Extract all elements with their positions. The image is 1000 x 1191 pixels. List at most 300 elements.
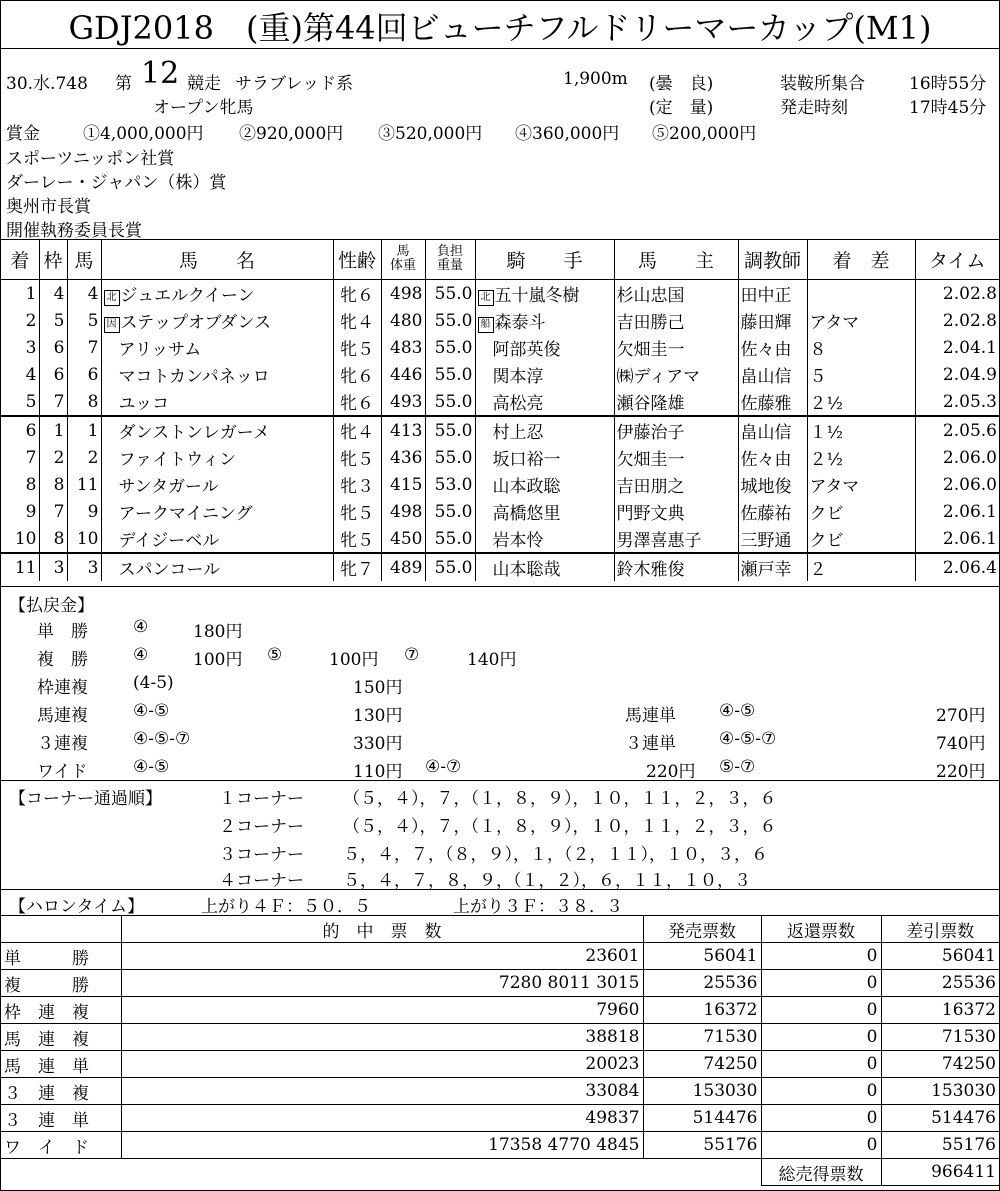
cell-jockey: 高橋悠里 (475, 498, 614, 525)
cell-frame: 6 (39, 361, 67, 388)
votes-row (1, 943, 999, 970)
corner-4-order: ５，４，７，８，９，（１，２），６，１１，１０，３ (343, 871, 751, 891)
breed: サラブレッド系 (235, 74, 354, 94)
race-number: 12 (141, 56, 180, 91)
result-row (1, 525, 999, 553)
cell-jockey: 北 五十嵐冬樹 (475, 280, 614, 308)
cell-frame: 8 (39, 471, 67, 498)
cell-jockey: 村上忍 (475, 416, 614, 444)
umaren-label: 馬連複 (37, 706, 88, 726)
cell-rank: 5 (25, 391, 37, 412)
col-trainer: 調教師 (738, 239, 807, 280)
cell-sexage: 牝６ (333, 361, 381, 388)
cell-frame: 5 (39, 307, 67, 334)
votes-cell-net: 153030 (881, 1078, 999, 1105)
name-mark (104, 367, 118, 381)
col-frame: 枠 (39, 239, 67, 280)
jockey-mark (478, 367, 492, 381)
award-1: スポーツニッポン社賞 (6, 149, 175, 169)
cell-margin: クビ (807, 525, 915, 553)
cell-burden: 55.0 (425, 498, 475, 525)
cell-name: ユッコ (101, 388, 333, 416)
result-row (1, 307, 999, 334)
votes-col-net: 差引票数 (881, 916, 999, 943)
prize-3: ③520,000円 (378, 124, 483, 144)
cell-sexage: 牝４ (333, 307, 381, 334)
votes-cell-sold: 74250 (643, 1051, 761, 1078)
cell-time: 2.06.1 (915, 525, 999, 553)
cell-time: 2.06.4 (915, 553, 999, 581)
cell-time: 2.06.1 (915, 498, 999, 525)
cell-rank: 8 (25, 474, 37, 495)
cell-jockey: 山本聡哉 (475, 553, 614, 581)
cell-trainer: 畠山信 (738, 416, 807, 444)
corner-1-order: （５，４），７，（１，８，９），１０，１１，２，３，６ (343, 789, 777, 809)
cell-burden: 55.0 (425, 307, 475, 334)
votes-cell-sold: 55176 (643, 1132, 761, 1159)
votes-cell-type: 単 勝 (1, 943, 121, 970)
result-row (1, 280, 999, 308)
prize-5: ⑤200,000円 (652, 124, 757, 144)
votes-table (1, 915, 999, 1186)
name-mark (104, 504, 118, 518)
votes-cell-sold: 514476 (643, 1105, 761, 1132)
award-4: 開催執務委員長賞 (6, 221, 142, 241)
cell-num: 6 (67, 361, 101, 388)
fukusho-amount-2: 100円 (329, 650, 379, 670)
cell-num: 8 (67, 388, 101, 416)
votes-cell-net: 71530 (881, 1024, 999, 1051)
prize-label: 賞金 (6, 124, 40, 144)
votes-col-sold: 発売票数 (643, 916, 761, 943)
wide-amount-2: 220円 (646, 762, 696, 782)
cell-burden: 55.0 (425, 361, 475, 388)
corner-2-order: （５，４），７，（１，８，９），１０，１１，２，３，６ (343, 817, 777, 837)
jockey-mark: 北 (478, 290, 494, 306)
votes-cell-type: ３ 連 単 (1, 1105, 121, 1132)
cell-num: 11 (67, 471, 101, 498)
fukusho-amount-1: 100円 (193, 650, 243, 670)
votes-cell-type: 馬 連 単 (1, 1051, 121, 1078)
votes-cell-net: 25536 (881, 970, 999, 997)
votes-row (1, 1051, 999, 1078)
cell-burden: 55.0 (425, 388, 475, 416)
prize-4: ④360,000円 (515, 124, 620, 144)
col-jockey: 騎 手 (475, 239, 614, 280)
wide-combo-1: ④-⑤ (133, 757, 170, 777)
votes-cell-type: ３ 連 複 (1, 1078, 121, 1105)
jockey-mark (478, 477, 492, 491)
cell-num: 9 (67, 498, 101, 525)
cell-burden: 55.0 (425, 280, 475, 308)
cell-margin: ２½ (807, 444, 915, 471)
cell-trainer: 佐々由 (738, 334, 807, 361)
votes-total: 966411 (881, 1159, 999, 1186)
votes-cell-hit: 20023 (121, 1051, 643, 1078)
award-2: ダーレー・ジャパン（株）賞 (6, 173, 227, 193)
cell-owner: 鈴木雅俊 (614, 553, 738, 581)
result-row (1, 388, 999, 416)
votes-cell-sold: 153030 (643, 1078, 761, 1105)
cell-jockey: 山本政聡 (475, 471, 614, 498)
cell-margin: アタマ (807, 471, 915, 498)
cell-name: 北 ジュエルクイーン (101, 280, 333, 308)
corner-2-name: ２コーナー (219, 817, 304, 837)
cell-rank: 11 (1, 553, 39, 581)
cell-sexage: 牝４ (333, 416, 381, 444)
cell-time: 2.02.8 (915, 280, 999, 308)
weight-rule: (定 量) (649, 98, 714, 118)
votes-row (1, 997, 999, 1024)
votes-cell-type: ワ イ ド (1, 1132, 121, 1159)
cell-sexage: 牝５ (333, 525, 381, 553)
votes-cell-type: 枠 連 複 (1, 997, 121, 1024)
umaren-amount: 130円 (353, 706, 403, 726)
jockey-mark (478, 340, 492, 354)
cell-margin (807, 280, 915, 308)
tansho-combo: ④ (133, 617, 149, 637)
col-owner: 馬 主 (614, 239, 738, 280)
votes-cell-sold: 25536 (643, 970, 761, 997)
cell-margin: ５ (807, 361, 915, 388)
wakuren-label: 枠連複 (37, 678, 88, 698)
cell-rank: 6 (1, 416, 39, 444)
cell-owner: 伊藤治子 (614, 416, 738, 444)
cell-jockey: 阿部英俊 (475, 334, 614, 361)
wide-amount-3: 220円 (936, 762, 986, 782)
name-mark: 北 (104, 290, 120, 306)
corner-3-order: ５，４，７，（８，９），１，（２，１１），１０，３，６ (343, 845, 768, 865)
umaren-combo: ④-⑤ (133, 701, 170, 721)
votes-cell-net: 56041 (881, 943, 999, 970)
result-row (1, 498, 999, 525)
race-title: GDJ2018 (重)第44回ビューチフルドリーマーカップ(M1) (68, 9, 932, 47)
cell-sexage: 牝６ (333, 388, 381, 416)
cell-trainer: 佐々由 (738, 444, 807, 471)
votes-row (1, 1078, 999, 1105)
cell-name: マコトカンパネッロ (101, 361, 333, 388)
race-class: オープン牝馬 (153, 98, 254, 118)
start-time: 17時45分 (909, 98, 987, 118)
votes-row (1, 970, 999, 997)
cell-rank: 4 (25, 364, 37, 385)
cell-frame: 6 (39, 334, 67, 361)
race-suffix: 競走 (187, 74, 221, 94)
cell-weight: 483 (381, 334, 425, 361)
votes-cell-hit: 7280 8011 3015 (121, 970, 643, 997)
votes-col-hit: 的 中 票 数 (121, 916, 643, 943)
cell-frame: 8 (39, 525, 67, 553)
sanrenpuku-amount: 330円 (353, 734, 403, 754)
halon-3f: 上がり３Ｆ：３８．３ (453, 897, 623, 917)
umatan-label: 馬連単 (625, 706, 676, 726)
wakuren-combo: (4-5) (133, 673, 174, 693)
jockey-mark (478, 560, 492, 574)
cell-burden: 55.0 (425, 525, 475, 553)
jockey-mark (478, 394, 492, 408)
cell-sexage: 牝５ (333, 498, 381, 525)
cell-margin: ８ (807, 334, 915, 361)
cell-margin: クビ (807, 498, 915, 525)
name-mark (104, 531, 118, 545)
cell-burden: 55.0 (425, 444, 475, 471)
cell-sexage: 牝５ (333, 444, 381, 471)
votes-cell-hit: 33084 (121, 1078, 643, 1105)
cell-burden: 53.0 (425, 471, 475, 498)
votes-row (1, 1132, 999, 1159)
name-mark (104, 560, 118, 574)
cell-time: 2.05.3 (915, 388, 999, 416)
prize-2: ②920,000円 (239, 124, 344, 144)
cell-burden: 55.0 (425, 553, 475, 581)
cell-time: 2.06.0 (915, 471, 999, 498)
cell-trainer: 三野通 (738, 525, 807, 553)
cell-jockey: 岩本怜 (475, 525, 614, 553)
results-table (1, 239, 999, 581)
name-mark: 因 (104, 317, 120, 333)
cell-trainer: 瀬戸幸 (738, 553, 807, 581)
votes-cell-net: 74250 (881, 1051, 999, 1078)
jockey-mark (478, 450, 492, 464)
cell-owner: 吉田朋之 (614, 471, 738, 498)
fukusho-label: 複 勝 (37, 650, 88, 670)
cell-jockey: 船 森泰斗 (475, 307, 614, 334)
cell-trainer: 畠山信 (738, 361, 807, 388)
corner-3-name: ３コーナー (219, 845, 304, 865)
cell-num: 4 (67, 280, 101, 308)
assembly-label: 装鞍所集合 (780, 74, 865, 94)
cell-num: 3 (67, 553, 101, 581)
cell-frame: 1 (39, 416, 67, 444)
result-row (1, 334, 999, 361)
cell-trainer: 藤田輝 (738, 307, 807, 334)
corner-label: 【コーナー通過順】 (9, 789, 162, 809)
cell-name: 因 ステップオブダンス (101, 307, 333, 334)
cell-time: 2.05.6 (915, 416, 999, 444)
cell-frame: 4 (39, 280, 67, 308)
votes-cell-net: 16372 (881, 997, 999, 1024)
sanrenpuku-label: ３連複 (37, 734, 88, 754)
cell-sexage: 牝７ (333, 553, 381, 581)
col-sexage: 性齢 (333, 239, 381, 280)
votes-cell-hit: 38818 (121, 1024, 643, 1051)
votes-cell-hit: 49837 (121, 1105, 643, 1132)
cell-weight: 498 (381, 280, 425, 308)
cell-rank: 7 (25, 447, 37, 468)
prize-1: ①4,000,000円 (83, 124, 204, 144)
name-mark (104, 450, 118, 464)
cell-owner: 門野文典 (614, 498, 738, 525)
col-num: 馬 (67, 239, 101, 280)
tansho-amount: 180円 (193, 622, 243, 642)
weather-track: (曇 良) (649, 74, 714, 94)
votes-total-label: 総売得票数 (761, 1159, 881, 1186)
cell-rank: 3 (25, 337, 37, 358)
cell-trainer: 田中正 (738, 280, 807, 308)
cell-weight: 415 (381, 471, 425, 498)
cell-trainer: 佐藤祐 (738, 498, 807, 525)
cell-name: ファイトウィン (101, 444, 333, 471)
votes-cell-refund: 0 (761, 1105, 881, 1132)
cell-num: 1 (67, 416, 101, 444)
col-name: 馬 名 (101, 239, 333, 280)
cell-time: 2.04.9 (915, 361, 999, 388)
halon-label: 【ハロンタイム】 (9, 897, 144, 917)
result-row (1, 444, 999, 471)
cell-time: 2.02.8 (915, 307, 999, 334)
cell-num: 7 (67, 334, 101, 361)
wide-amount-1: 110円 (353, 762, 403, 782)
result-row (1, 553, 999, 581)
col-burden: 負担 重量 (425, 239, 475, 280)
name-mark (104, 423, 118, 437)
cell-owner: 欠畑圭一 (614, 334, 738, 361)
result-row (1, 471, 999, 498)
cell-weight: 450 (381, 525, 425, 553)
col-rank: 着 (1, 239, 39, 280)
cell-rank: 10 (14, 528, 37, 549)
cell-rank: 2 (25, 310, 37, 331)
votes-cell-net: 514476 (881, 1105, 999, 1132)
votes-cell-refund: 0 (761, 1024, 881, 1051)
cell-margin: アタマ (807, 307, 915, 334)
col-time: タイム (915, 239, 999, 280)
wakuren-amount: 150円 (353, 678, 403, 698)
payout-label: 【払戻金】 (9, 596, 94, 616)
jockey-mark (478, 423, 492, 437)
cell-jockey: 高松亮 (475, 388, 614, 416)
votes-cell-refund: 0 (761, 997, 881, 1024)
cell-owner: 杉山忠国 (614, 280, 738, 308)
cell-weight: 413 (381, 416, 425, 444)
sanrentan-amount: 740円 (936, 734, 986, 754)
cell-name: スパンコール (101, 553, 333, 581)
cell-sexage: 牝５ (333, 334, 381, 361)
cell-name: アリッサム (101, 334, 333, 361)
cell-burden: 55.0 (425, 334, 475, 361)
cell-frame: 2 (39, 444, 67, 471)
cell-trainer: 佐藤雅 (738, 388, 807, 416)
jockey-mark (478, 504, 492, 518)
result-row (1, 361, 999, 388)
cell-weight: 489 (381, 553, 425, 581)
cell-margin: ２½ (807, 388, 915, 416)
cell-frame: 3 (39, 553, 67, 581)
votes-total-row (1, 1159, 999, 1186)
cell-owner: 欠畑圭一 (614, 444, 738, 471)
assembly-time: 16時55分 (909, 74, 987, 94)
votes-cell-sold: 16372 (643, 997, 761, 1024)
name-mark (104, 394, 118, 408)
votes-cell-hit: 17358 4770 4845 (121, 1132, 643, 1159)
cell-name: ダンストンレガーメ (101, 416, 333, 444)
votes-cell-sold: 71530 (643, 1024, 761, 1051)
distance: 1,900m (563, 69, 628, 89)
wide-label: ワイド (37, 762, 88, 782)
cell-name: サンタガール (101, 471, 333, 498)
votes-cell-hit: 23601 (121, 943, 643, 970)
sanrentan-label: ３連単 (625, 734, 676, 754)
halon-4f: 上がり４Ｆ：５０．５ (201, 897, 371, 917)
cell-frame: 7 (39, 498, 67, 525)
cell-burden: 55.0 (425, 416, 475, 444)
votes-cell-type: 馬 連 複 (1, 1024, 121, 1051)
tansho-label: 単 勝 (37, 622, 88, 642)
votes-col-refund: 返還票数 (761, 916, 881, 943)
cell-sexage: 牝６ (333, 280, 381, 308)
votes-row (1, 1024, 999, 1051)
cell-frame: 7 (39, 388, 67, 416)
award-3: 奥州市長賞 (6, 197, 91, 217)
votes-cell-refund: 0 (761, 1051, 881, 1078)
jockey-mark (478, 531, 492, 545)
votes-cell-type: 複 勝 (1, 970, 121, 997)
cell-num: 5 (67, 307, 101, 334)
race-prefix: 第 (115, 74, 132, 94)
cell-owner: ㈱ディアマ (614, 361, 738, 388)
start-label: 発走時刻 (780, 98, 848, 118)
fukusho-combo-1: ④ (133, 645, 149, 665)
votes-row (1, 1105, 999, 1132)
wide-combo-2: ④-⑦ (425, 757, 462, 777)
corner-4-name: ４コーナー (219, 871, 304, 891)
umatan-combo: ④-⑤ (719, 701, 756, 721)
fukusho-combo-3: ⑦ (404, 645, 420, 665)
jockey-mark: 船 (478, 317, 494, 333)
votes-cell-sold: 56041 (643, 943, 761, 970)
col-horse-weight: 馬 体重 (381, 239, 425, 280)
votes-cell-refund: 0 (761, 943, 881, 970)
cell-weight: 436 (381, 444, 425, 471)
fukusho-amount-3: 140円 (467, 650, 517, 670)
cell-weight: 493 (381, 388, 425, 416)
cell-margin: ２ (807, 553, 915, 581)
cell-margin: １½ (807, 416, 915, 444)
date-code: 30.水.748 (6, 74, 88, 94)
votes-cell-refund: 0 (761, 1078, 881, 1105)
cell-owner: 男澤喜惠子 (614, 525, 738, 553)
sanrenpuku-combo: ④-⑤-⑦ (133, 729, 191, 749)
votes-cell-net: 55176 (881, 1132, 999, 1159)
cell-rank: 9 (25, 501, 37, 522)
cell-trainer: 城地俊 (738, 471, 807, 498)
cell-weight: 498 (381, 498, 425, 525)
umatan-amount: 270円 (936, 706, 986, 726)
votes-cell-refund: 0 (761, 1132, 881, 1159)
sanrentan-combo: ④-⑤-⑦ (719, 729, 777, 749)
cell-jockey: 坂口裕一 (475, 444, 614, 471)
cell-name: デイジーベル (101, 525, 333, 553)
corner-1-name: １コーナー (219, 789, 304, 809)
name-mark (104, 340, 118, 354)
cell-owner: 瀬谷隆雄 (614, 388, 738, 416)
cell-num: 10 (67, 525, 101, 553)
col-margin: 着 差 (807, 239, 915, 280)
fukusho-combo-2: ⑤ (267, 645, 283, 665)
cell-time: 2.04.1 (915, 334, 999, 361)
cell-name: アークマイニング (101, 498, 333, 525)
cell-owner: 吉田勝己 (614, 307, 738, 334)
votes-cell-refund: 0 (761, 970, 881, 997)
name-mark (104, 477, 118, 491)
result-row (1, 416, 999, 444)
cell-rank: 1 (25, 283, 37, 304)
wide-combo-3: ⑤-⑦ (719, 757, 756, 777)
votes-cell-hit: 7960 (121, 997, 643, 1024)
cell-sexage: 牝３ (333, 471, 381, 498)
cell-weight: 480 (381, 307, 425, 334)
cell-num: 2 (67, 444, 101, 471)
